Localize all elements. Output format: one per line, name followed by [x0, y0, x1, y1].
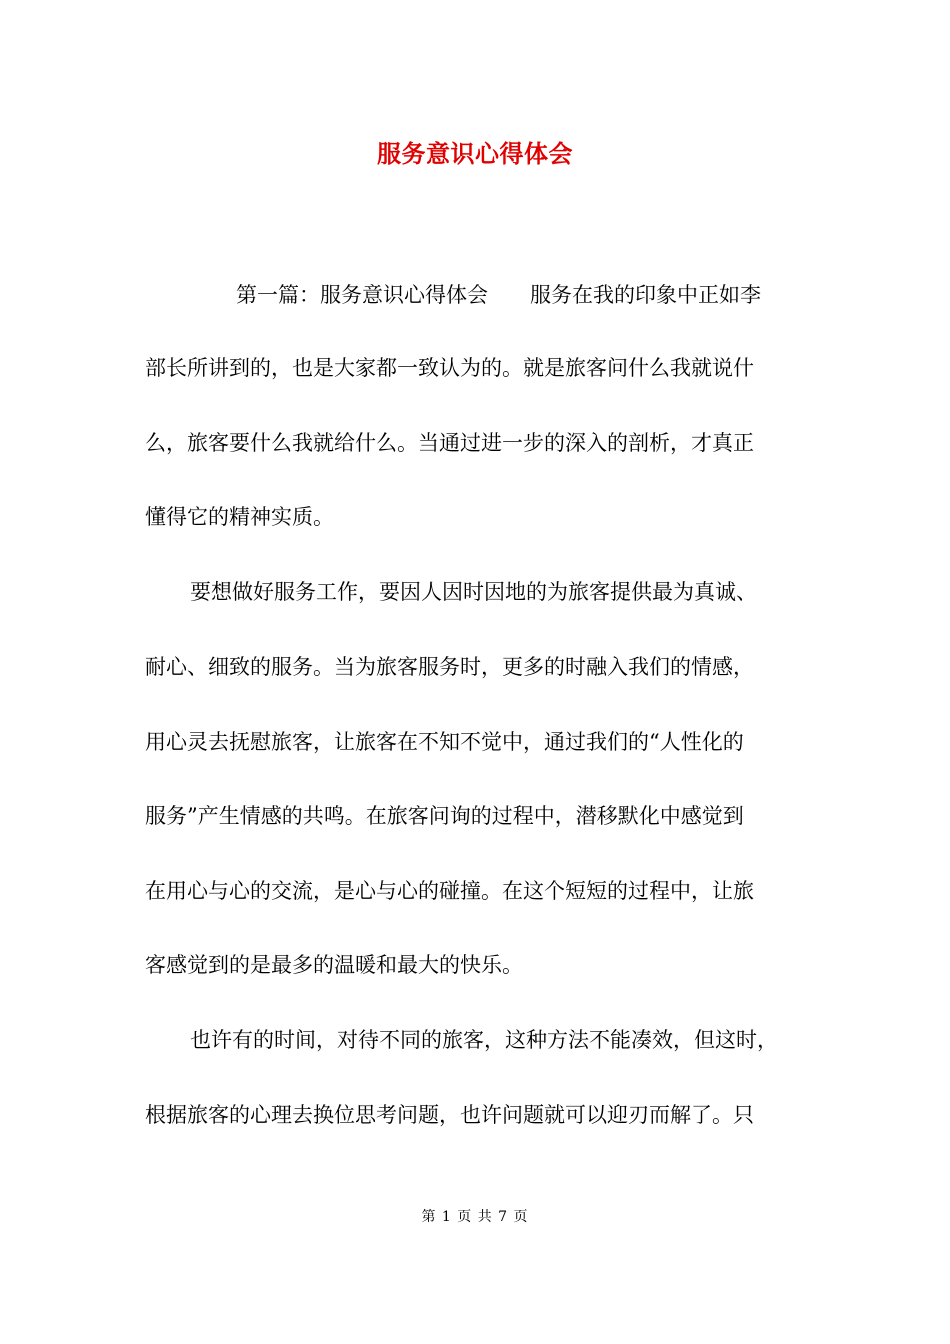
body-line-5: 要想做好服务工作，要因人因时因地的为旅客提供最为真诚、	[190, 580, 757, 604]
body-line-7: 用心灵去抚慰旅客，让旅客在不知不觉中，通过我们的“人性化的	[145, 730, 744, 754]
page-number-footer: 第 1 页 共 7 页	[421, 1209, 529, 1225]
body-line-4: 懂得它的精神实质。	[145, 505, 334, 529]
document-title: 服务意识心得体会	[377, 139, 573, 168]
body-line-12: 根据旅客的心理去换位思考问题，也许问题就可以迎刃而解了。只	[145, 1103, 754, 1127]
body-line-6: 耐心、细致的服务。当为旅客服务时，更多的时融入我们的情感，	[145, 655, 754, 679]
body-line-10: 客感觉到的是最多的温暖和最大的快乐。	[145, 953, 523, 977]
body-line-2: 部长所讲到的，也是大家都一致认为的。就是旅客问什么我就说什	[145, 356, 754, 380]
body-line-3: 么，旅客要什么我就给什么。当通过进一步的深入的剖析，才真正	[145, 431, 754, 455]
body-line-11: 也许有的时间，对待不同的旅客，这种方法不能凑效，但这时，	[190, 1028, 778, 1052]
body-line-1: 第一篇：服务意识心得体会 服务在我的印象中正如李	[236, 283, 761, 307]
body-line-8: 服务”产生情感的共鸣。在旅客问询的过程中，潜移默化中感觉到	[145, 804, 744, 828]
body-line-9: 在用心与心的交流，是心与心的碰撞。在这个短短的过程中，让旅	[145, 879, 754, 903]
